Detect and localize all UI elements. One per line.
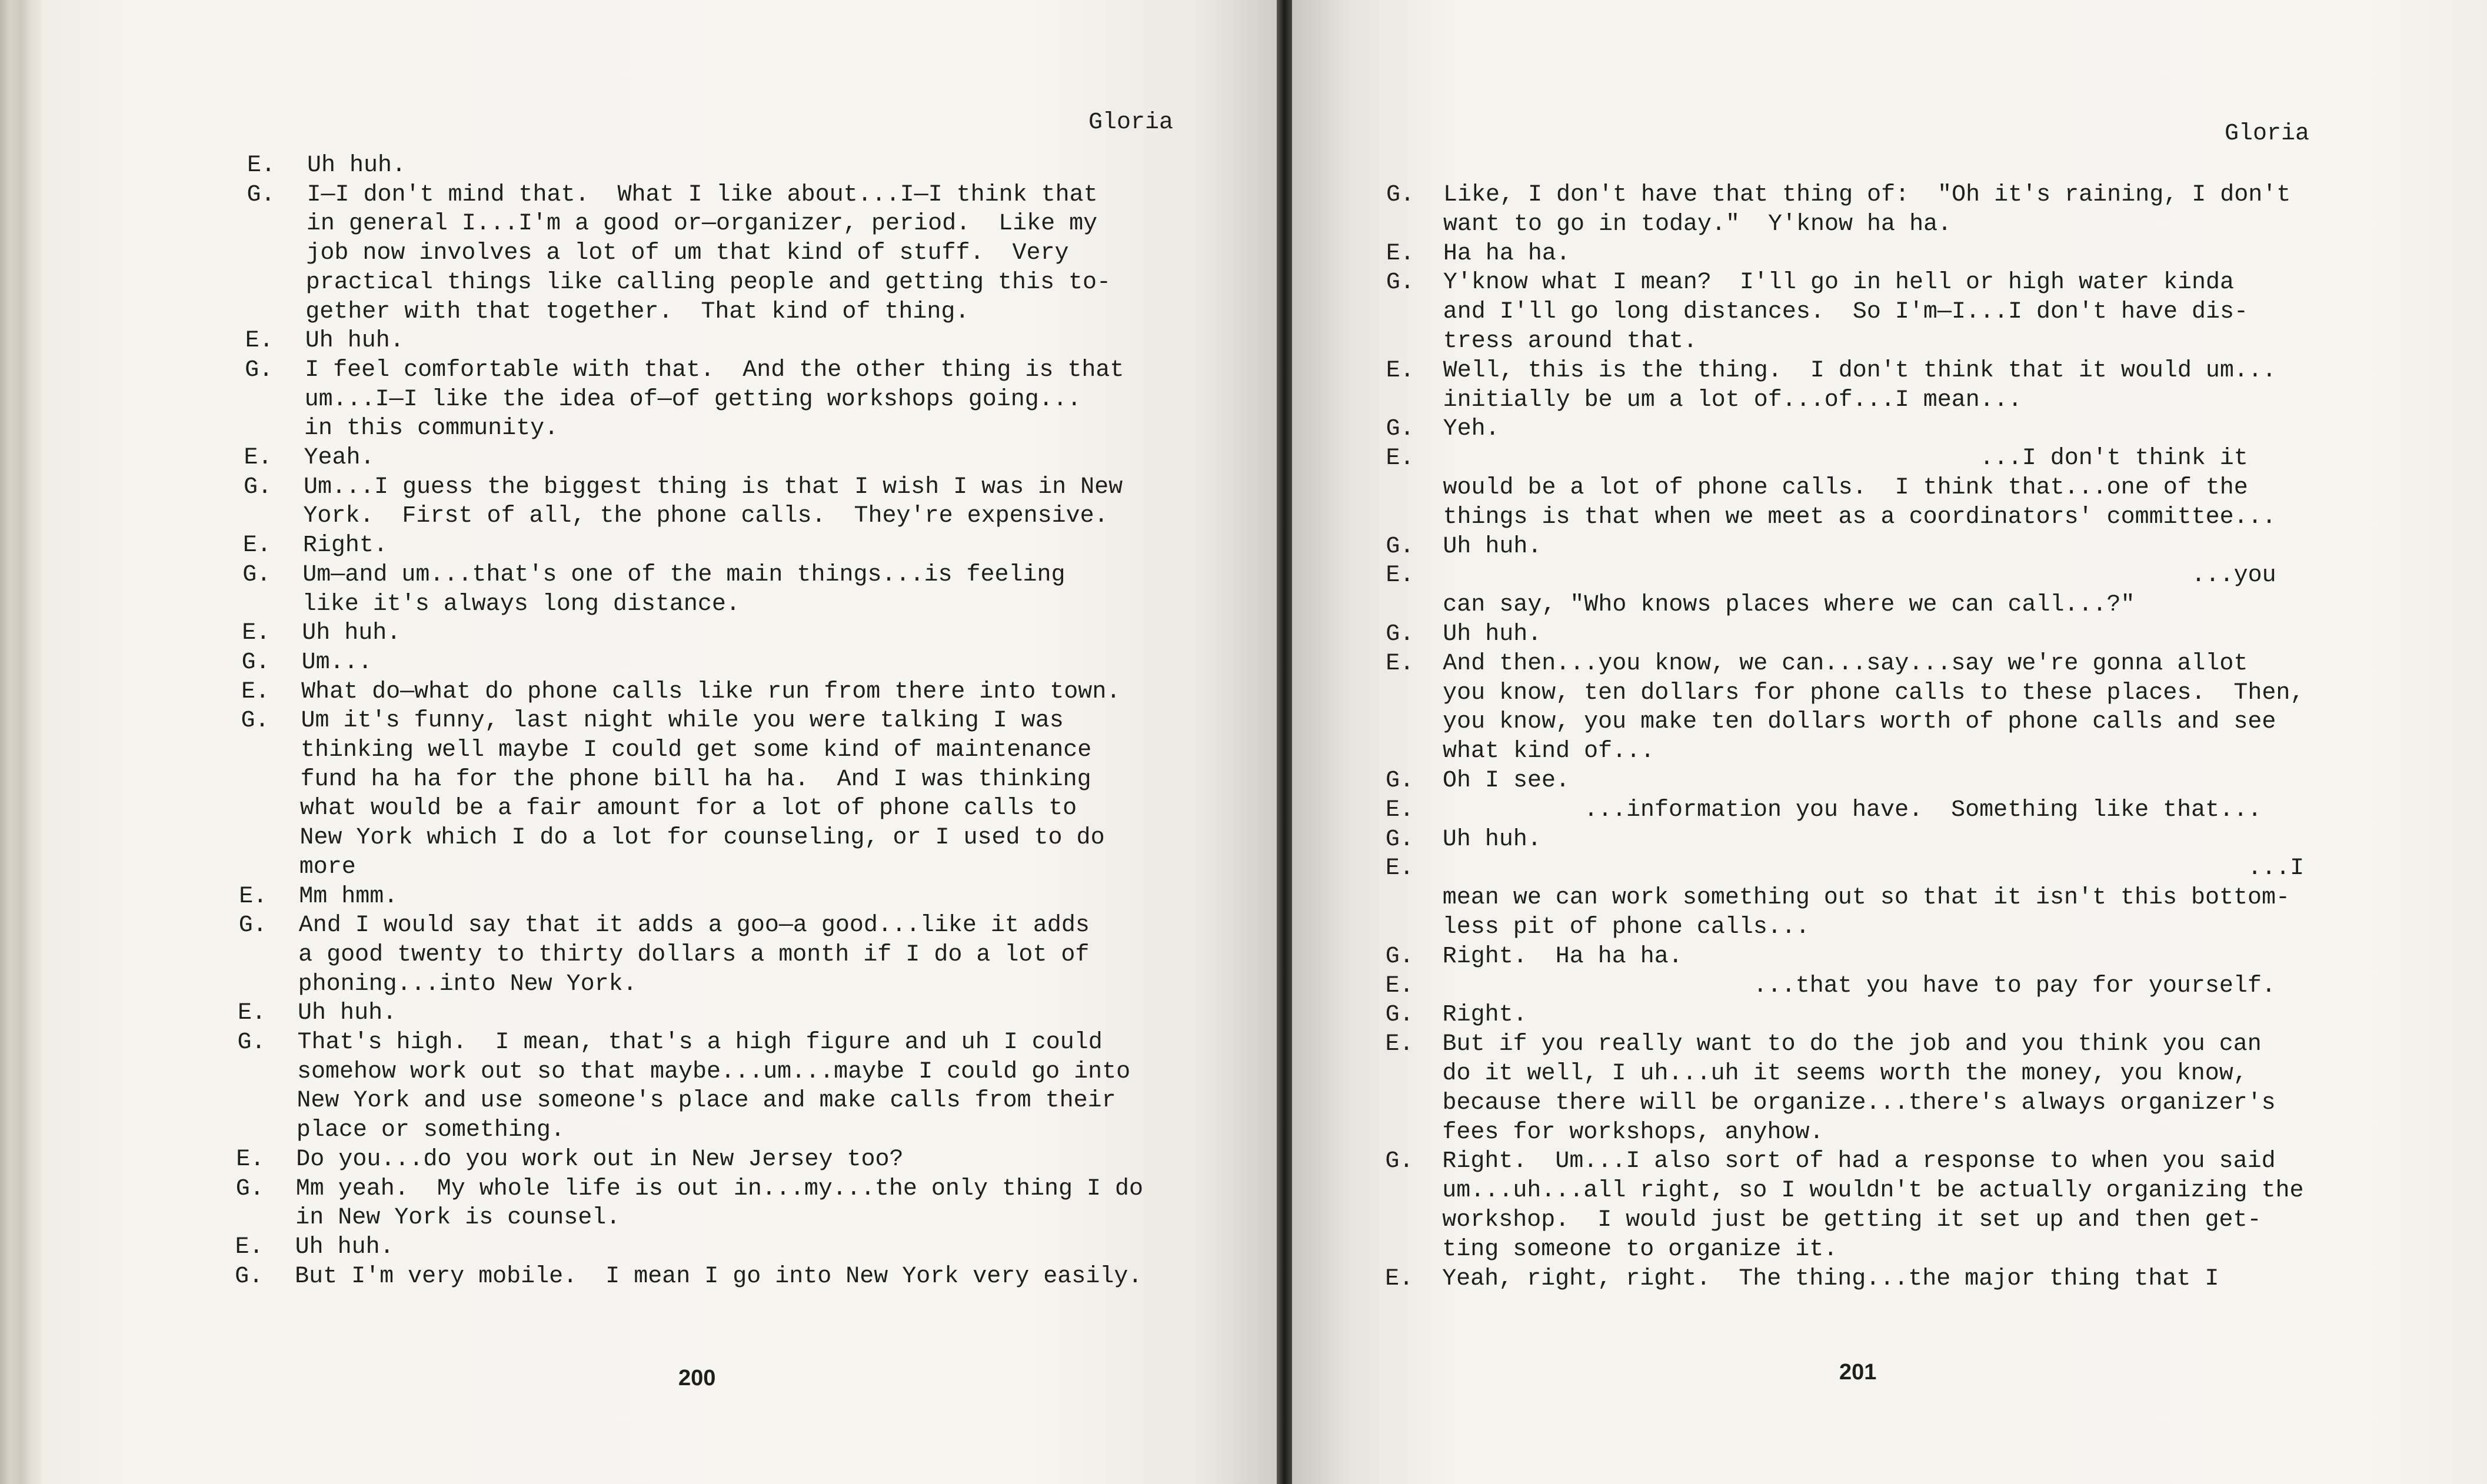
transcript-line (1292, 447, 2487, 473)
transcript-line (41, 563, 1277, 589)
transcript-line (1292, 564, 2487, 590)
line-text: Yeah. (304, 445, 375, 471)
speaker-label: G. (235, 1175, 264, 1202)
transcript-line (41, 473, 1277, 502)
line-text: ...information you have. Something like that... (1442, 796, 2262, 823)
line-text: a good twenty to thirty dollars a month if I do a lot of (298, 941, 1090, 968)
line-text: and I'll go long distances. So I'm—I...I don't have dis- (1443, 299, 2249, 326)
transcript-line (41, 388, 1277, 414)
speaker-label: E. (1385, 972, 1414, 999)
line-text: New York which I do a lot for counseling, or I used to do (299, 825, 1105, 852)
right-page-number: 201 (1839, 1360, 1877, 1385)
line-text: But if you really want to do the job and you think you can (1442, 1031, 2262, 1058)
transcript-line (1292, 1265, 2487, 1293)
page-edges (0, 0, 41, 1484)
transcript-line (41, 593, 1277, 619)
speaker-label: G. (1385, 1002, 1414, 1029)
line-text: What do—what do phone calls like run from there into town. (301, 678, 1121, 705)
line-text: ...I (1442, 855, 2305, 882)
speaker-label: G. (238, 912, 267, 939)
transcript-line (41, 678, 1277, 706)
speaker-label: E. (239, 883, 268, 910)
speaker-label: G. (1385, 1148, 1414, 1175)
transcript-line (41, 271, 1277, 297)
line-text: Um... (301, 649, 372, 676)
transcript-line (1292, 535, 2487, 561)
line-text: you know, ten dollars for phone calls to these places. Then, (1443, 679, 2305, 706)
line-text: Um—and um...that's one of the main things...is feeling (302, 561, 1066, 588)
line-text: Y'know what I mean? I'll go in hell or high water kinda (1443, 269, 2235, 296)
speaker-label: G. (237, 1029, 266, 1056)
transcript-line (41, 1148, 1277, 1174)
transcript-line (1292, 184, 2487, 209)
line-text: Like, I don't have that thing of: "Oh it's raining, I don't (1443, 182, 2291, 208)
line-text: Ha ha ha. (1443, 240, 1570, 267)
transcript-line (41, 973, 1277, 999)
transcript-line (1292, 1209, 2487, 1235)
transcript-line (1292, 418, 2487, 443)
transcript-line (41, 505, 1277, 531)
transcript-line (41, 1265, 1277, 1291)
speaker-label: G. (1386, 269, 1414, 296)
line-text: want to go in today." Y'know ha ha. (1443, 211, 1952, 238)
transcript-line (1292, 213, 2487, 239)
transcript-line (41, 298, 1277, 326)
line-text: thinking well maybe I could get some kind of maintenance (301, 737, 1092, 763)
transcript-line (41, 914, 1277, 940)
line-text: um...I—I like the idea of—of getting workshops going... (304, 386, 1081, 413)
book-gutter (1277, 0, 1292, 1484)
line-text: Right. (1442, 1002, 1527, 1029)
speaker-label: E. (238, 1000, 267, 1027)
speaker-label: E. (1386, 240, 1414, 267)
line-text: job now involves a lot of um that kind of stuff. Very (306, 240, 1069, 267)
transcript-line (41, 212, 1277, 238)
line-text: I—I don't mind that. What I like about...I—I think that (307, 181, 1098, 208)
line-text: Oh I see. (1443, 768, 1570, 794)
transcript-line (41, 651, 1277, 677)
line-text: Uh huh. (1443, 621, 1542, 648)
speaker-label: E. (1386, 357, 1414, 384)
transcript-line (1292, 1121, 2487, 1147)
line-text: because there will be organize...there's always organizer's (1442, 1089, 2276, 1116)
speaker-label: E. (247, 152, 276, 179)
line-text: And I would say that it adds a goo—a good...like it adds (298, 912, 1090, 939)
transcript-line (1292, 972, 2487, 1001)
line-text: in this community. (304, 415, 559, 442)
transcript-line (1292, 271, 2487, 297)
line-text: less pit of phone calls... (1442, 914, 1810, 941)
transcript-line (1292, 242, 2487, 268)
transcript-line (1292, 359, 2487, 385)
transcript-line (41, 622, 1277, 648)
speaker-label: E. (1386, 445, 1414, 472)
transcript-line (1292, 886, 2487, 912)
line-text: more (299, 853, 356, 881)
line-text: what kind of... (1443, 738, 1655, 765)
transcript-line (41, 709, 1277, 735)
transcript-line (1292, 1003, 2487, 1029)
speaker-label: G. (1386, 182, 1415, 208)
transcript-line (1292, 857, 2487, 883)
transcript-line (1292, 828, 2487, 854)
line-text: do it well, I uh...uh it seems worth the money, you know, (1442, 1061, 2248, 1087)
right-page-header: Gloria (2225, 121, 2310, 147)
transcript-line (1292, 330, 2487, 356)
line-text: Um...I guess the biggest thing is that I wish I was in New (303, 473, 1123, 501)
speaker-label: G. (1386, 416, 1414, 443)
transcript-line (1292, 1150, 2487, 1176)
line-text: fund ha ha for the phone bill ha ha. And I was thinking (300, 766, 1091, 793)
line-text: And then...you know, we can...say...say we're gonna allot (1443, 650, 2248, 677)
transcript-line (1292, 1089, 2487, 1118)
speaker-label: E. (236, 1146, 265, 1173)
line-text: Yeh. (1443, 416, 1500, 443)
transcript-line (41, 768, 1277, 794)
line-text: in New York is counsel. (295, 1205, 621, 1232)
transcript-line (41, 853, 1277, 882)
line-text: place or something. (296, 1117, 565, 1144)
line-text: workshop. I would just be getting it set up and then get- (1442, 1207, 2262, 1233)
transcript-line (1292, 740, 2487, 766)
speaker-label: G. (241, 708, 269, 735)
speaker-label: G. (1385, 826, 1414, 853)
line-text: That's high. I mean, that's a high figure and uh I could (297, 1029, 1103, 1056)
speaker-label: E. (242, 620, 271, 647)
speaker-label: E. (245, 328, 274, 355)
line-text: would be a lot of phone calls. I think that...one of the (1443, 475, 2248, 501)
line-text: Uh huh. (305, 328, 404, 355)
transcript-line (1292, 593, 2487, 619)
line-text: Do you...do you work out in New Jersey too? (296, 1146, 904, 1173)
transcript-line (1292, 386, 2487, 415)
line-text: Yeah, right, right. The thing...the major thing that I (1442, 1265, 2219, 1292)
line-text: I feel comfortable with that. And the other thing is that (305, 356, 1124, 383)
line-text: ...I don't think it (1443, 445, 2248, 472)
line-text: Uh huh. (295, 1233, 394, 1260)
line-text: ...you (1443, 562, 2276, 589)
transcript-line (41, 1089, 1277, 1115)
transcript-line (41, 885, 1277, 911)
transcript-line (41, 1233, 1277, 1262)
line-text: New York and use someone's place and make calls from their (297, 1088, 1116, 1115)
speaker-label: E. (1385, 796, 1414, 823)
line-text: Well, this is the thing. I don't think that it would um... (1443, 357, 2276, 384)
transcript-line (1292, 623, 2487, 649)
transcript-line (41, 826, 1277, 852)
transcript-line (41, 797, 1277, 823)
line-text: Right. (302, 532, 388, 559)
speaker-label: G. (241, 649, 270, 676)
speaker-label: G. (245, 356, 274, 383)
transcript-line (41, 417, 1277, 443)
speaker-label: G. (1386, 768, 1414, 794)
line-text: in general I...I'm a good or—organizer, period. Like my (306, 211, 1098, 238)
speaker-label: G. (1386, 533, 1414, 560)
line-text: Um it's funny, last night while you were talking I was (301, 708, 1064, 735)
transcript-line (41, 1119, 1277, 1145)
speaker-label: E. (1385, 1031, 1414, 1058)
line-text: what would be a fair amount for a lot of phone calls to (299, 795, 1077, 822)
line-text: mean we can work something out so that it isn't this bottom- (1442, 885, 2290, 912)
transcript-line (41, 739, 1277, 765)
transcript-line (41, 534, 1277, 560)
speaker-label: E. (242, 532, 271, 559)
line-text: gether with that together. That kind of thing. (305, 298, 970, 325)
transcript-line (1292, 679, 2487, 708)
transcript-line (1292, 476, 2487, 502)
line-text: fees for workshops, anyhow. (1442, 1119, 1824, 1146)
line-text: Uh huh. (1442, 826, 1542, 853)
transcript-line (41, 943, 1277, 969)
speaker-label: E. (1386, 562, 1414, 589)
speaker-label: E. (1385, 1265, 1414, 1292)
line-text: things is that when we meet as a coordinators' committee... (1443, 503, 2276, 531)
transcript-line (1292, 503, 2487, 532)
line-text: tress around that. (1443, 328, 1697, 355)
right-page (1292, 0, 2487, 1484)
line-text: Uh huh. (307, 152, 407, 179)
speaker-label: G. (243, 473, 272, 501)
left-page-header: Gloria (1088, 109, 1174, 136)
transcript-line (1292, 769, 2487, 795)
speaker-label: E. (1386, 650, 1414, 677)
line-text: Right. Ha ha ha. (1442, 943, 1683, 970)
speaker-label: G. (235, 1263, 264, 1290)
transcript-line (1292, 1033, 2487, 1059)
line-text: ...that you have to pay for yourself. (1442, 972, 2276, 999)
left-page-number: 200 (678, 1366, 716, 1390)
transcript-line (41, 446, 1277, 472)
transcript-line (1292, 1179, 2487, 1205)
line-text: somehow work out so that maybe...um...maybe I could go into (297, 1058, 1131, 1085)
transcript-line (41, 1058, 1277, 1086)
transcript-line (41, 242, 1277, 268)
line-text: York. First of all, the phone calls. They're expensive. (303, 503, 1108, 530)
speaker-label: G. (1385, 943, 1414, 970)
transcript-line (1292, 796, 2487, 825)
line-text: like it's always long distance. (302, 591, 740, 618)
line-text: Uh huh. (298, 1000, 397, 1027)
line-text: But I'm very mobile. I mean I go into New York very easily. (295, 1263, 1143, 1290)
speaker-label: G. (242, 561, 271, 588)
line-text: Right. Um...I also sort of had a response to when you said (1442, 1148, 2276, 1175)
transcript-line (41, 329, 1277, 355)
transcript-line (41, 181, 1277, 209)
line-text: phoning...into New York. (298, 971, 637, 998)
transcript-line (1292, 945, 2487, 971)
transcript-line (41, 1175, 1277, 1203)
line-text: practical things like calling people and getting this to- (305, 269, 1111, 296)
transcript-line (41, 1002, 1277, 1028)
speaker-label: G. (247, 181, 275, 208)
line-text: Uh huh. (1443, 533, 1542, 560)
transcript-line (1292, 1238, 2487, 1264)
transcript-line (1292, 1062, 2487, 1088)
line-text: um...uh...all right, so I wouldn't be actually organizing the (1442, 1178, 2304, 1205)
transcript-line (41, 1031, 1277, 1057)
line-text: you know, you make ten dollars worth of phone calls and see (1443, 709, 2276, 736)
transcript-line (41, 356, 1277, 385)
line-text: can say, "Who knows places where we can call...?" (1443, 592, 2135, 619)
line-text: initially be um a lot of...of...I mean... (1443, 386, 2022, 413)
line-text: Uh huh. (302, 620, 401, 647)
transcript-line (1292, 652, 2487, 678)
speaker-label: E. (241, 678, 270, 705)
speaker-label: E. (235, 1233, 264, 1260)
speaker-label: E. (1385, 855, 1414, 882)
speaker-label: E. (244, 445, 272, 471)
transcript-line (41, 1206, 1277, 1232)
speaker-label: G. (1386, 621, 1414, 648)
transcript-line (1292, 711, 2487, 736)
transcript-line (1292, 301, 2487, 326)
line-text: Mm yeah. My whole life is out in...my...the only thing I do (295, 1175, 1143, 1202)
transcript-line (41, 154, 1277, 180)
transcript-line (1292, 916, 2487, 942)
left-page (41, 0, 1277, 1484)
line-text: Mm hmm. (299, 883, 398, 910)
line-text: ting someone to organize it. (1442, 1236, 1838, 1263)
